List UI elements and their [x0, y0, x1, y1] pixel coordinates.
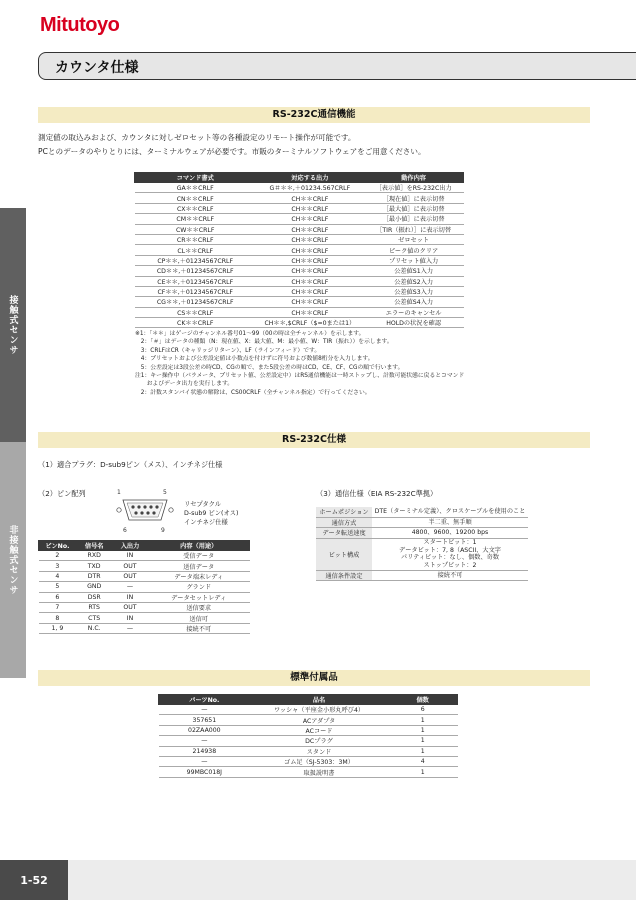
table-cell: 送信データ	[148, 561, 250, 571]
table-row	[135, 224, 464, 234]
table-cell: —	[159, 705, 251, 715]
table-cell: OUT	[112, 571, 148, 581]
accessories-table	[158, 694, 458, 778]
table-cell: CH＊＊CRLF	[256, 224, 364, 234]
table-row	[135, 245, 464, 255]
connector-desc-line: リセプタクル	[184, 501, 222, 508]
accessories-table-header	[159, 695, 458, 705]
table-cell: G＃＊＊,＋01234.567CRLF	[256, 183, 364, 193]
intro-line-2: PCとのデータのやりとりには、ターミナルウェアが必要です。市販のターミナルソフトウェアをご用意ください。	[38, 147, 426, 156]
intro-line-1: 測定値の取込みおよび、カウンタに対しゼロセット等の各種設定のリモート操作が可能です。	[38, 133, 356, 142]
table-cell: 7	[39, 602, 77, 612]
table-cell: CN＊＊CRLF	[135, 193, 256, 203]
table-row	[159, 767, 458, 777]
table-cell: CH＊＊CRLF	[256, 297, 364, 307]
table-cell: CH＊＊CRLF	[256, 307, 364, 317]
table-row	[39, 582, 250, 592]
table-cell: CD＊＊,＋01234567CRLF	[135, 266, 256, 276]
table-cell: ［最大値］に表示切替	[364, 203, 464, 213]
note-line: およびデータ出力を実行します。	[135, 381, 234, 388]
spec-label: 通信方式	[316, 517, 372, 527]
table-cell: DTR	[76, 571, 112, 581]
plug-label: （1）適合プラグ：D-sub9ピン（メス）、インチネジ仕様	[38, 460, 223, 469]
table-cell: データセットレディ	[148, 592, 250, 602]
table-row	[39, 602, 250, 612]
table-cell: CH＊＊CRLF	[256, 245, 364, 255]
table-cell: 1	[388, 736, 458, 746]
table-row	[135, 214, 464, 224]
table-cell: 99MBC018J	[159, 767, 251, 777]
table-cell: データ端末レディ	[148, 571, 250, 581]
spec-value: 半二重、無手順	[372, 517, 528, 527]
table-cell: 公差値S1入力	[364, 266, 464, 276]
spec-value-line: パリティビット：なし、偶数、奇数	[400, 554, 500, 562]
connector-pin	[152, 511, 155, 514]
table-row	[316, 528, 528, 538]
note-line: ※1：「＊＊」はゲージのチャンネル番号01～99（00の時は全チャンネル）を示します。	[135, 331, 365, 337]
spec-value-multiline	[372, 538, 528, 570]
column-header: パーツNo.	[159, 695, 251, 705]
table-cell: —	[159, 756, 251, 766]
brand-logo: Mitutoyo	[40, 14, 120, 36]
connector-description	[184, 500, 238, 527]
table-cell: 受信データ	[148, 551, 250, 561]
table-cell: 1	[388, 767, 458, 777]
section-header-accessories: 標準付属品	[38, 670, 590, 686]
comm-spec-table	[316, 507, 528, 581]
table-row	[316, 517, 528, 527]
table-cell: ACアダプタ	[250, 715, 388, 725]
comm-spec-label: （3）通信仕様（EIA RS-232C準拠）	[316, 489, 438, 498]
connector-desc-line: D-sub9 ピン(オス)	[184, 510, 239, 517]
spec-label: ホームポジション	[316, 507, 372, 517]
table-cell: CH＊＊CRLF	[256, 276, 364, 286]
table-cell: CH＊＊CRLF	[256, 266, 364, 276]
pin-number-label: 5	[163, 489, 167, 496]
table-row	[159, 746, 458, 756]
table-cell: 送信要求	[148, 602, 250, 612]
table-cell: GND	[76, 582, 112, 592]
table-cell: CW＊＊CRLF	[135, 224, 256, 234]
table-cell: 8	[39, 613, 77, 623]
table-cell: 1	[388, 715, 458, 725]
table-cell: 送信可	[148, 613, 250, 623]
section-header-rs232c-comm: RS-232C通信機能	[38, 107, 590, 123]
table-row	[135, 286, 464, 296]
table-cell: —	[112, 582, 148, 592]
side-tab-noncontact-sensor[interactable]: 非接触式センサ	[0, 442, 26, 678]
column-header: 個数	[388, 695, 458, 705]
table-cell: グランド	[148, 582, 250, 592]
column-header: 入出力	[112, 541, 148, 551]
table-cell: ピーク値のクリア	[364, 245, 464, 255]
table-cell: 取扱説明書	[250, 767, 388, 777]
page-title-bar	[38, 52, 636, 80]
table-cell: 4	[39, 571, 77, 581]
table-row	[135, 297, 464, 307]
note-line: 3：CRLFはCR（キャリッジリターン）、LF（ラインフィード）です。	[135, 347, 321, 354]
table-row	[135, 318, 464, 328]
connector-desc-line: インチネジ仕様	[184, 519, 228, 526]
table-cell: HOLDの状況を確認	[364, 318, 464, 328]
spec-value-line: ストップビット：2	[423, 561, 477, 569]
spec-label: 通信条件設定	[316, 570, 372, 580]
column-header: 対応する出力	[256, 173, 364, 183]
pin-number-label: 1	[117, 489, 121, 496]
pin-number-label: 6	[123, 527, 127, 534]
command-table-header	[135, 173, 464, 183]
column-header: ピンNo.	[39, 541, 77, 551]
table-cell: ゼロセット	[364, 234, 464, 244]
spec-value: DTE（ターミナル定義）、クロスケーブルを使用のこと	[372, 507, 528, 517]
table-cell: CH＊＊CRLF	[256, 203, 364, 213]
table-row	[135, 193, 464, 203]
dsub9-connector-diagram	[115, 486, 175, 536]
table-cell: 公差値S3入力	[364, 286, 464, 296]
spec-label: ビット構成	[316, 538, 372, 570]
table-cell: CH＊＊CRLF	[256, 234, 364, 244]
table-row	[135, 234, 464, 244]
table-row	[39, 613, 250, 623]
command-table	[134, 172, 464, 328]
connector-pin	[143, 505, 146, 508]
table-row	[135, 266, 464, 276]
table-cell: CP＊＊,＋01234567CRLF	[135, 255, 256, 265]
note-line: 4：プリセットおよび公差設定値は小数点を付けずに符号および数値8桁分を入力します。	[135, 356, 374, 363]
table-row	[159, 725, 458, 735]
screw-hole	[169, 508, 173, 512]
table-cell: 1	[388, 746, 458, 756]
table-cell: CH＊＊CRLF	[256, 214, 364, 224]
table-row	[135, 183, 464, 193]
table-cell: DSR	[76, 592, 112, 602]
table-row	[135, 276, 464, 286]
table-row	[316, 507, 528, 517]
table-cell: CM＊＊CRLF	[135, 214, 256, 224]
table-cell: 公差値S4入力	[364, 297, 464, 307]
table-cell: CH＊＊CRLF	[256, 255, 364, 265]
table-cell: TXD	[76, 561, 112, 571]
column-header: 動作内容	[364, 173, 464, 183]
connector-pin	[137, 505, 140, 508]
table-cell: スタンド	[250, 746, 388, 756]
table-cell: OUT	[112, 602, 148, 612]
table-cell: ゴム足（SJ-5303：3M）	[250, 756, 388, 766]
table-cell: ACコード	[250, 725, 388, 735]
table-cell: CG＊＊,＋01234567CRLF	[135, 297, 256, 307]
column-header: 品名	[250, 695, 388, 705]
connector-pin	[155, 505, 158, 508]
note-line: 注1：キー操作中（パラメータ、プリセット値、公差設定中）はRS通信機能は一時ストップし、計数可能状態に戻るとコマンド	[135, 373, 465, 380]
spec-value-line: データビット：7, 8（ASCII、大文字	[399, 546, 501, 554]
connector-pin	[149, 505, 152, 508]
table-cell: GA＊＊CRLF	[135, 183, 256, 193]
table-cell: 02ZAA000	[159, 725, 251, 735]
table-cell: —	[159, 736, 251, 746]
table-cell: DCプラグ	[250, 736, 388, 746]
table-cell: ［TIR（振れ）］に表示切替	[364, 224, 464, 234]
table-cell: ［表示値］をRS-232C出力	[364, 183, 464, 193]
table-row	[316, 570, 528, 580]
table-cell: CS＊＊CRLF	[135, 307, 256, 317]
footer-bar	[68, 860, 636, 900]
table-row	[39, 561, 250, 571]
page-title: カウンタ仕様	[55, 60, 139, 76]
table-cell: CL＊＊CRLF	[135, 245, 256, 255]
table-row	[135, 307, 464, 317]
table-cell: CF＊＊,＋01234567CRLF	[135, 286, 256, 296]
table-cell: IN	[112, 592, 148, 602]
table-row	[159, 756, 458, 766]
table-cell: 6	[388, 705, 458, 715]
table-cell: プリセット値入力	[364, 255, 464, 265]
spec-value: 4800、9600、19200 bps	[372, 528, 528, 538]
table-cell: 357651	[159, 715, 251, 725]
note-line: 2：計数スタンバイ状態の解除は、CS00CRLF（全チャンネル指定）で行ってください。	[135, 389, 371, 396]
table-row	[135, 203, 464, 213]
table-row	[159, 736, 458, 746]
table-cell: ［現在値］に表示切替	[364, 193, 464, 203]
table-row	[39, 623, 250, 633]
pin-table	[38, 540, 250, 634]
table-cell: CR＊＊CRLF	[135, 234, 256, 244]
spec-value: 接続不可	[372, 570, 528, 580]
table-cell: 6	[39, 592, 77, 602]
table-row	[316, 538, 528, 570]
table-cell: 1, 9	[39, 623, 77, 633]
table-cell: —	[112, 623, 148, 633]
table-cell: 接続不可	[148, 623, 250, 633]
spec-value-line: スタートビット：1	[423, 539, 477, 547]
table-cell: CE＊＊,＋01234567CRLF	[135, 276, 256, 286]
table-row	[39, 571, 250, 581]
table-cell: ［最小値］に表示切替	[364, 214, 464, 224]
note-line: 5：公差設定は3段公差の時CD、CGの順で、また5段公差の時はCD、CE、CF、CGの順で行います。	[135, 364, 404, 371]
table-cell: CH＊＊,$CRLF（$=0または1）	[256, 318, 364, 328]
column-header: 信号名	[76, 541, 112, 551]
table-cell: CH＊＊CRLF	[256, 193, 364, 203]
table-cell: IN	[112, 551, 148, 561]
table-cell: 3	[39, 561, 77, 571]
connector-pin	[146, 511, 149, 514]
table-cell: IN	[112, 613, 148, 623]
column-header: コマンド書式	[135, 173, 256, 183]
table-cell: N.C.	[76, 623, 112, 633]
table-cell: CK＊＊CRLF	[135, 318, 256, 328]
command-notes	[135, 330, 464, 397]
table-cell: エラーのキャンセル	[364, 307, 464, 317]
pin-label: （2）ピン配列	[38, 489, 86, 498]
connector-pin	[134, 511, 137, 514]
table-cell: OUT	[112, 561, 148, 571]
table-cell: ワッシャ（平座金小形丸呼び4）	[250, 705, 388, 715]
side-tab-contact-sensor[interactable]: 接触式センサ	[0, 208, 26, 442]
table-cell: 2	[39, 551, 77, 561]
table-row	[159, 705, 458, 715]
pin-table-header	[39, 541, 250, 551]
table-cell: RTS	[76, 602, 112, 612]
table-row	[39, 551, 250, 561]
connector-pin	[140, 511, 143, 514]
connector-pin	[131, 505, 134, 508]
table-cell: RXD	[76, 551, 112, 561]
table-cell: 4	[388, 756, 458, 766]
note-line: 2：「＃」はデータの種類（N：現在値、X：最大値、M：最小値、W：TIR（振れ））を示します。	[135, 339, 393, 346]
table-cell: 214938	[159, 746, 251, 756]
spec-label: データ転送速度	[316, 528, 372, 538]
table-cell: CTS	[76, 613, 112, 623]
table-cell: 公差値S2入力	[364, 276, 464, 286]
table-cell: CX＊＊CRLF	[135, 203, 256, 213]
table-cell: CH＊＊CRLF	[256, 286, 364, 296]
screw-hole	[117, 508, 121, 512]
table-row	[135, 255, 464, 265]
pin-number-label: 9	[161, 527, 165, 534]
table-row	[159, 715, 458, 725]
table-row	[39, 592, 250, 602]
connector-face	[127, 503, 163, 517]
column-header: 内容（用途）	[148, 541, 250, 551]
table-cell: 1	[388, 725, 458, 735]
table-cell: 5	[39, 582, 77, 592]
section-header-rs232c-spec: RS-232C仕様	[38, 432, 590, 448]
page-number: 1-52	[0, 860, 68, 900]
